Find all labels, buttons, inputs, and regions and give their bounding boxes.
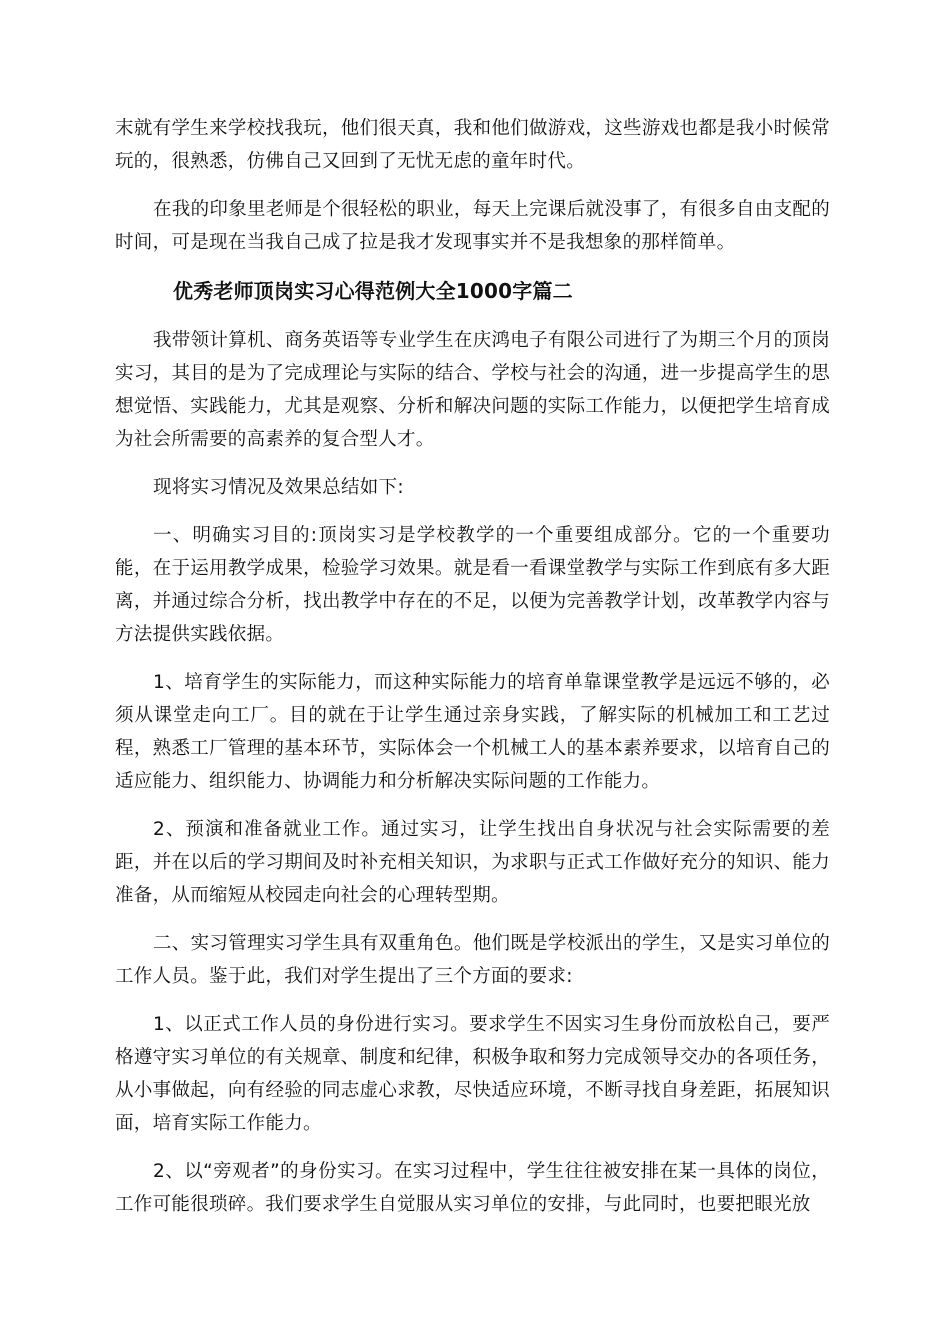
paragraph-continued: 末就有学生来学校找我玩，他们很天真，我和他们做游戏，这些游戏也都是我小时候常玩的，很熟悉，仿佛自己又回到了无忧无虑的童年时代。 — [115, 118, 830, 172]
paragraph: 1、培育学生的实际能力，而这种实际能力的培育单靠课堂教学是远远不够的，必须从课堂走向工厂。目的就在于让学生通过亲身实践，了解实际的机械加工和工艺过程，熟悉工厂管理的基本环节，实际体会一个机械工人的基本素养要求，以培育自己的适应能力、组织能力、协调能力和分析解决实际问题的工作能力。 — [115, 672, 830, 792]
paragraph: 1、以正式工作人员的身份进行实习。要求学生不因实习生身份而放松自己，要严格遵守实习单位的有关规章、制度和纪律，积极争取和努力完成领导交办的各项任务，从小事做起，向有经验的同志虚心求教，尽快适应环境，不断寻找自身差距，拓展知识面，培育实际工作能力。 — [115, 1014, 830, 1134]
paragraph: 二、实习管理实习学生具有双重角色。他们既是学校派出的学生，又是实习单位的工作人员。鉴于此，我们对学生提出了三个方面的要求: — [115, 933, 830, 987]
paragraph: 一、明确实习目的:顶岗实习是学校教学的一个重要组成部分。它的一个重要功能，在于运用教学成果，检验学习效果。就是看一看课堂教学与实际工作到底有多大距离，并通过综合分析，找出教学中存在的不足，以便为完善教学计划，改革教学内容与方法提供实践依据。 — [115, 525, 830, 645]
paragraph: 现将实习情况及效果总结如下: — [153, 477, 404, 498]
paragraph: 2、预演和准备就业工作。通过实习，让学生找出自身状况与社会实际需要的差距，并在以后的学习期间及时补充相关知识，为求职与正式工作做好充分的知识、能力准备，从而缩短从校园走向社会的心理转型期。 — [115, 819, 830, 906]
document-page — [115, 112, 830, 1236]
paragraph: 2、以“旁观者”的身份实习。在实习过程中，学生往往被安排在某一具体的岗位，工作可能很琐碎。我们要求学生自觉服从实习单位的安排，与此同时，也要把眼光放 — [115, 1161, 830, 1215]
section-heading: 优秀老师顶岗实习心得范例大全1000字篇二 — [173, 279, 573, 303]
paragraph: 我带领计算机、商务英语等专业学生在庆鸿电子有限公司进行了为期三个月的顶岗实习，其目的是为了完成理论与实际的结合、学校与社会的沟通，进一步提高学生的思想觉悟、实践能力，尤其是观察、分析和解决问题的实际工作能力，以便把学生培育成为社会所需要的高素养的复合型人才。 — [115, 330, 830, 450]
paragraph: 在我的印象里老师是个很轻松的职业，每天上完课后就没事了，有很多自由支配的时间，可是现在当我自己成了拉是我才发现事实并不是我想象的那样简单。 — [115, 199, 830, 253]
